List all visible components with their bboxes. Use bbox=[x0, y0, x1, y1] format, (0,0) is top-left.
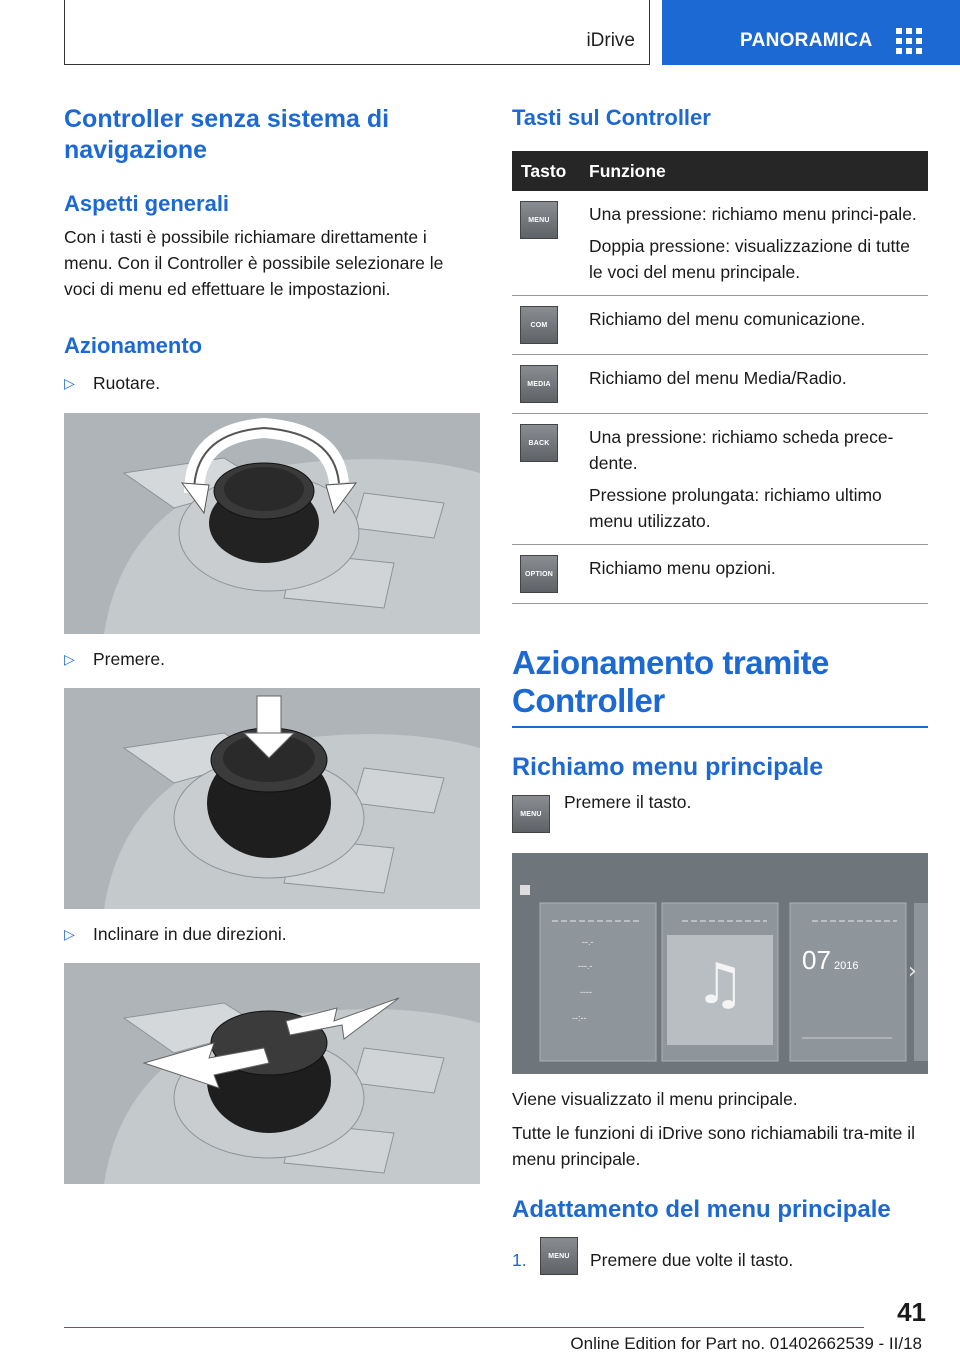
menu-key-icon: MENU bbox=[512, 795, 550, 833]
table-row bbox=[512, 296, 928, 355]
after-text-1: Viene visualizzato il menu principale. bbox=[512, 1089, 798, 1109]
footer-edition: Online Edition for Part no. 01402662539 - II/18 bbox=[570, 1334, 922, 1353]
adapt-step-text: Premere due volte il tasto. bbox=[590, 1250, 794, 1270]
table-header bbox=[512, 151, 928, 191]
row-function-text: Una pressione: richiamo scheda prece-dente. bbox=[589, 427, 894, 473]
table-row bbox=[512, 191, 928, 296]
main-menu-text: Premere il tasto. bbox=[564, 792, 692, 812]
row-function-text: Una pressione: richiamo menu princi-pale. bbox=[589, 204, 917, 224]
step-tilt bbox=[64, 921, 476, 947]
table-header-key: Tasto bbox=[521, 160, 567, 181]
header-chapter-label: PANORAMICA bbox=[740, 30, 873, 51]
media-key-icon: MEDIA bbox=[520, 365, 558, 403]
step-press bbox=[64, 646, 476, 672]
right-column bbox=[512, 100, 928, 1275]
bullet-triangle-icon: ▷ bbox=[64, 651, 75, 667]
general-heading: Aspetti generali bbox=[64, 191, 230, 216]
keys-heading: Tasti sul Controller bbox=[512, 105, 711, 130]
adapt-step bbox=[512, 1237, 928, 1275]
screen-time: 07 bbox=[802, 945, 831, 975]
section-title: Azionamento tramite Controller bbox=[512, 644, 928, 728]
svg-text:♫: ♫ bbox=[694, 952, 746, 1017]
step-text: Inclinare in due direzioni. bbox=[93, 924, 287, 944]
header-section-label: iDrive bbox=[586, 30, 635, 51]
screen-placeholder: ---- bbox=[580, 987, 592, 997]
left-column bbox=[64, 100, 476, 1184]
page-number: 41 bbox=[897, 1297, 926, 1327]
main-menu-heading: Richiamo menu principale bbox=[512, 753, 824, 781]
svg-text:›: › bbox=[908, 959, 917, 984]
adapt-step-number: 1. bbox=[512, 1250, 527, 1270]
operation-heading: Azionamento bbox=[64, 333, 203, 358]
row-function-text: Richiamo menu opzioni. bbox=[589, 558, 776, 578]
after-text-2: Tutte le funzioni di iDrive sono richiamabili tra-mite il menu principale. bbox=[512, 1123, 915, 1169]
bullet-triangle-icon: ▷ bbox=[64, 926, 75, 942]
general-text: Con i tasti è possibile richiamare direttamente i menu. Con il Controller è possibile selezionare le voci di menu ed effettuare le impostazioni. bbox=[64, 227, 444, 299]
row-function-text: Doppia pressione: visualizzazione di tutte le voci del menu principale. bbox=[589, 236, 911, 282]
table-row bbox=[512, 355, 928, 414]
controller-press-image bbox=[64, 688, 480, 909]
menu-key-icon: MENU bbox=[520, 201, 558, 239]
main-menu-instruction bbox=[512, 792, 928, 833]
screen-placeholder: ---.- bbox=[578, 961, 593, 971]
controller-tilt-image bbox=[64, 963, 480, 1184]
step-text: Ruotare. bbox=[93, 373, 161, 393]
row-function-text: Richiamo del menu Media/Radio. bbox=[589, 368, 847, 388]
table-row bbox=[512, 414, 928, 545]
header-section-box bbox=[64, 0, 650, 65]
step-text: Premere. bbox=[93, 649, 165, 669]
grid-icon bbox=[896, 28, 922, 54]
keys-table bbox=[512, 151, 928, 604]
main-menu-screenshot bbox=[512, 853, 928, 1074]
step-rotate bbox=[64, 370, 476, 396]
row-function-text: Pressione prolungata: richiamo ultimo menu utilizzato. bbox=[589, 485, 882, 531]
header-chapter-tab[interactable] bbox=[662, 0, 960, 65]
screen-year: 2016 bbox=[834, 960, 859, 972]
option-key-icon: OPTION bbox=[520, 555, 558, 593]
menu-key-icon: MENU bbox=[540, 1237, 578, 1275]
com-key-icon: COM bbox=[520, 306, 558, 344]
screen-placeholder: --.- bbox=[582, 937, 594, 947]
adapt-heading: Adattamento del menu principale bbox=[512, 1196, 891, 1223]
back-key-icon: BACK bbox=[520, 424, 558, 462]
screen-placeholder: --:-- bbox=[572, 1013, 587, 1023]
footer-divider bbox=[64, 1327, 864, 1328]
table-row bbox=[512, 545, 928, 604]
bullet-triangle-icon: ▷ bbox=[64, 375, 75, 391]
row-function-text: Richiamo del menu comunicazione. bbox=[589, 309, 866, 329]
table-header-function: Funzione bbox=[589, 160, 666, 181]
controller-rotate-image bbox=[64, 413, 480, 634]
page-title: Controller senza sistema di navigazione bbox=[64, 105, 390, 164]
